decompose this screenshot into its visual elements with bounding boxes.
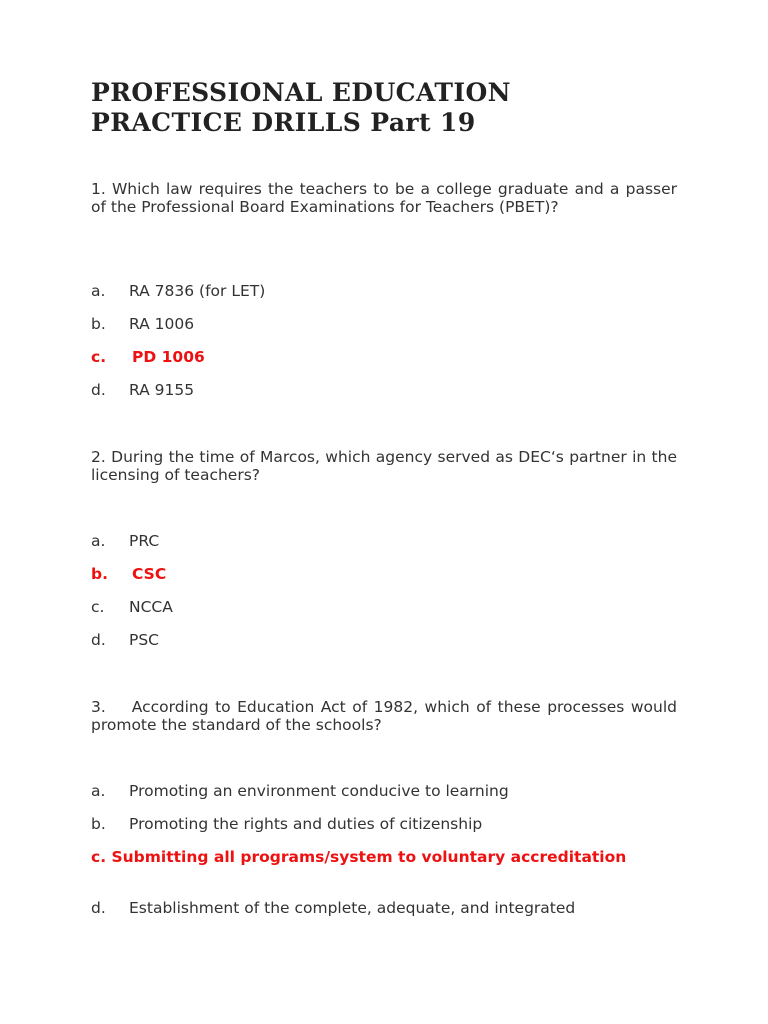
option-text: Promoting an environment conducive to learning [129,782,509,800]
option-text: RA 9155 [129,381,195,399]
option-letter: d. [91,899,106,917]
option-text: CSC [132,565,167,583]
question-1-text: 1. Which law requires the teachers to be a college graduate and a passer of the Professional Board Examinations for Teachers (PBET)? [91,180,677,216]
option-text: Establishment of the complete, adequate, and integrated [129,899,576,917]
option-text: PSC [129,631,160,649]
question-1-option-b [91,315,677,333]
option-text: RA 7836 (for LET) [129,282,266,300]
title-line-1: PROFESSIONAL EDUCATION [91,78,511,107]
option-text: NCCA [129,598,173,616]
option-letter: a. [91,782,106,800]
option-letter: d. [91,381,106,399]
question-1-option-c-correct-answer [91,348,677,366]
question-2-option-b-correct-answer [91,565,677,583]
question-2-option-a [91,532,677,550]
question-2-text: 2. During the time of Marcos, which agency served as DEC‘s partner in the licensing of teachers? [91,448,677,484]
question-3-text: 3. According to Education Act of 1982, which of these processes would promote the standard of the schools? [91,698,682,734]
option-text: PD 1006 [132,348,205,366]
option-text: PRC [129,532,160,550]
option-text: Promoting the rights and duties of citizenship [129,815,483,833]
question-3-option-a [91,782,677,800]
option-letter: c. [91,598,105,616]
option-letter: b. [91,815,106,833]
option-letter: b. [91,315,106,333]
page-title [91,78,691,138]
question-2-option-c [91,598,677,616]
question-1-option-a [91,282,677,300]
option-letter: c. [91,348,107,366]
question-3-option-c-correct-answer [91,848,677,866]
option-letter: a. [91,282,106,300]
option-letter: c. [91,848,107,866]
question-3-option-b [91,815,677,833]
title-line-2: PRACTICE DRILLS Part 19 [91,108,476,137]
option-text: RA 1006 [129,315,195,333]
option-letter: b. [91,565,108,583]
question-3-option-d [91,899,677,917]
question-1-option-d [91,381,677,399]
option-text: Submitting all programs/system to voluntary accreditation [111,848,627,866]
option-letter: d. [91,631,106,649]
question-2-option-d [91,631,677,649]
option-letter: a. [91,532,106,550]
